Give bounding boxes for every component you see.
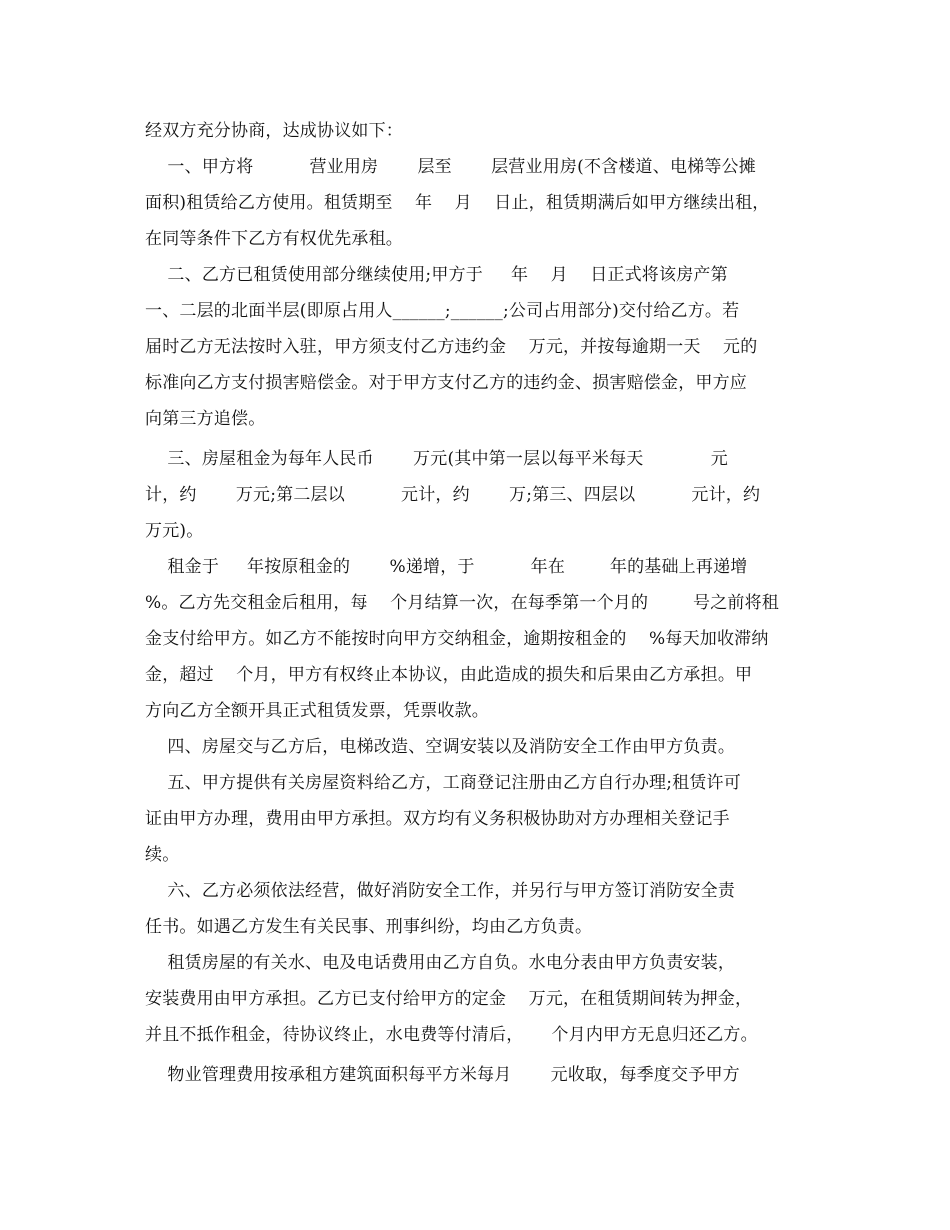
text-line: 一、二层的北面半层(即原占用人______;______;公司占用部分)交付给乙方。若 <box>145 301 740 321</box>
text-line: 四、房屋交与乙方后，电梯改造、空调安装以及消防安全工作由甲方负责。 <box>145 737 736 757</box>
text-line: 三、房屋租金为每年人民币 万元(其中第一层以每平米每天 元 <box>145 449 728 469</box>
text-line: 并且不抵作租金，待协议终止，水电费等付清后， 个月内甲方无息归还乙方。 <box>145 1025 758 1045</box>
text-line: 方向乙方全额开具正式租赁发票，凭票收款。 <box>145 701 489 721</box>
text-line: 金，超过 个月，甲方有权终止本协议，由此造成的损失和后果由乙方承担。甲 <box>145 665 753 685</box>
text-line: 一、甲方将 营业用房 层至 层营业用房(不含楼道、电梯等公摊 <box>145 157 756 177</box>
text-line: 届时乙方无法按时入驻，甲方须支付乙方违约金 万元，并按每逾期一天 元的 <box>145 337 758 357</box>
text-line: 证由甲方办理，费用由甲方承担。双方均有义务积极协助对方办理相关登记手 <box>145 809 730 829</box>
text-line: 经双方充分协商，达成协议如下： <box>145 121 403 141</box>
text-line: 租赁房屋的有关水、电及电话费用由乙方自负。水电分表由甲方负责安装， <box>145 953 736 973</box>
text-line: 六、乙方必须依法经营，做好消防安全工作，并另行与甲方签订消防安全责 <box>145 881 736 901</box>
text-line: 金支付给甲方。如乙方不能按时向甲方交纳租金，逾期按租金的 %每天加收滞纳 <box>145 629 769 649</box>
text-line: 物业管理费用按承租方建筑面积每平方米每月 元收取，每季度交予甲方 <box>145 1065 740 1085</box>
text-line: 安装费用由甲方承担。乙方已支付给甲方的定金 万元，在租赁期间转为押金， <box>145 989 753 1009</box>
text-line: %。乙方先交租金后租用，每 个月结算一次，在每季第一个月的 号之前将租 <box>145 593 779 613</box>
text-line: 计，约 万元;第二层以 元计，约 万;第三、四层以 元计，约 <box>145 485 761 505</box>
text-line: 二、乙方已租赁使用部分继续使用;甲方于 年 月 日正式将该房产第 <box>145 265 728 285</box>
text-line: 标准向乙方支付损害赔偿金。对于甲方支付乙方的违约金、损害赔偿金，甲方应 <box>145 373 747 393</box>
text-line: 任书。如遇乙方发生有关民事、刑事纠纷，均由乙方负责。 <box>145 917 593 937</box>
text-line: 租金于 年按原租金的 %递增，于 年在 年的基础上再递增 <box>145 557 748 577</box>
text-line: 面积)租赁给乙方使用。租赁期至 年 月 日止，租赁期满后如甲方继续出租， <box>145 193 770 213</box>
text-line: 万元)。 <box>145 521 204 541</box>
text-line: 五、甲方提供有关房屋资料给乙方，工商登记注册由乙方自行办理;租赁许可 <box>145 773 741 793</box>
text-line: 在同等条件下乙方有权优先承租。 <box>145 229 403 249</box>
text-line: 向第三方追偿。 <box>145 409 266 429</box>
text-line: 续。 <box>145 845 180 865</box>
